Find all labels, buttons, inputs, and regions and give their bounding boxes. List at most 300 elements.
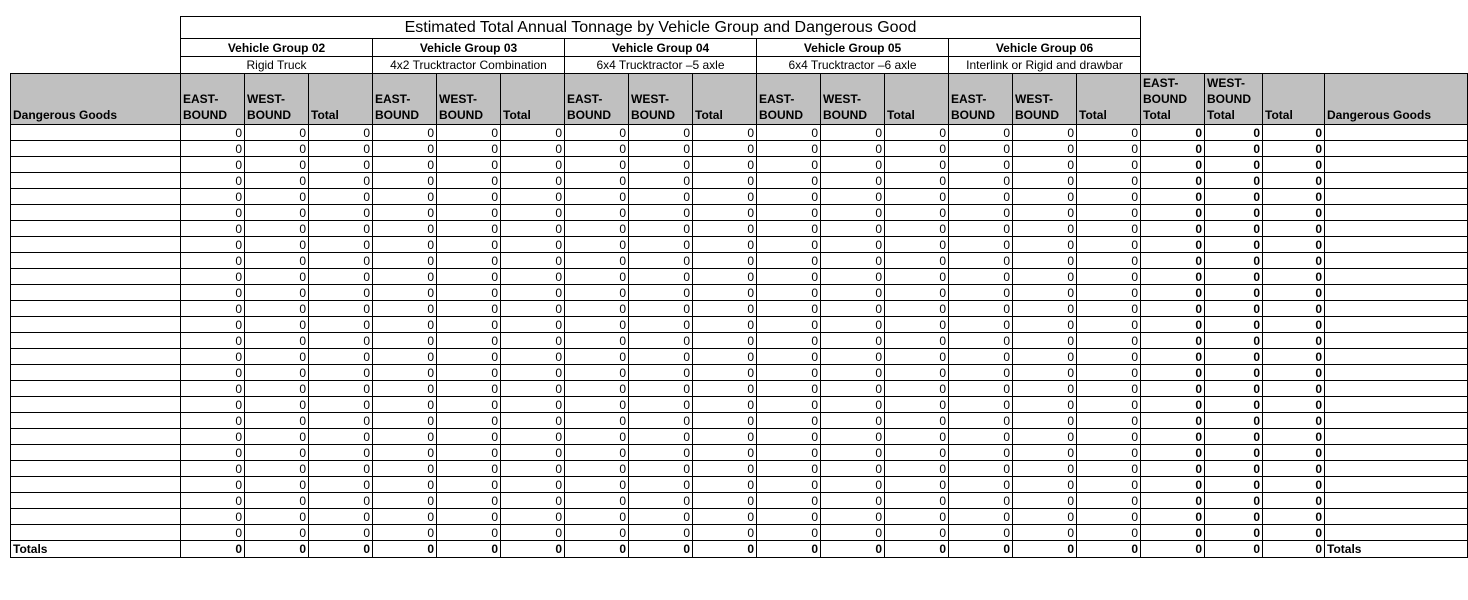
value-cell[interactable]: 0 [885, 333, 949, 349]
value-cell[interactable]: 0 [1013, 173, 1077, 189]
dangerous-good-cell-right[interactable] [1325, 317, 1468, 333]
value-cell[interactable]: 0 [181, 365, 245, 381]
value-cell[interactable]: 0 [757, 477, 821, 493]
value-cell[interactable]: 0 [373, 205, 437, 221]
value-cell[interactable]: 0 [181, 445, 245, 461]
value-cell[interactable]: 0 [1077, 157, 1141, 173]
value-cell[interactable]: 0 [181, 333, 245, 349]
value-cell[interactable]: 0 [309, 461, 373, 477]
value-cell[interactable]: 0 [437, 493, 501, 509]
value-cell[interactable]: 0 [1013, 397, 1077, 413]
value-cell[interactable]: 0 [373, 157, 437, 173]
value-cell[interactable]: 0 [245, 173, 309, 189]
value-cell[interactable]: 0 [501, 429, 565, 445]
value-cell[interactable]: 0 [373, 237, 437, 253]
row-total-cell[interactable]: 0 [1263, 509, 1325, 525]
value-cell[interactable]: 0 [565, 461, 629, 477]
value-cell[interactable]: 0 [1013, 221, 1077, 237]
value-cell[interactable]: 0 [245, 157, 309, 173]
value-cell[interactable]: 0 [821, 525, 885, 541]
value-cell[interactable]: 0 [949, 477, 1013, 493]
value-cell[interactable]: 0 [181, 189, 245, 205]
row-total-cell[interactable]: 0 [1263, 317, 1325, 333]
row-total-cell[interactable]: 0 [1205, 269, 1263, 285]
row-total-cell[interactable]: 0 [1205, 221, 1263, 237]
value-cell[interactable]: 0 [565, 493, 629, 509]
value-cell[interactable]: 0 [1013, 205, 1077, 221]
value-cell[interactable]: 0 [309, 205, 373, 221]
value-cell[interactable]: 0 [181, 269, 245, 285]
value-cell[interactable]: 0 [565, 269, 629, 285]
value-cell[interactable]: 0 [181, 125, 245, 141]
value-cell[interactable]: 0 [949, 173, 1013, 189]
dangerous-good-cell[interactable] [11, 525, 181, 541]
value-cell[interactable]: 0 [885, 253, 949, 269]
value-cell[interactable]: 0 [501, 381, 565, 397]
value-cell[interactable]: 0 [757, 509, 821, 525]
row-total-cell[interactable]: 0 [1263, 253, 1325, 269]
value-cell[interactable]: 0 [693, 285, 757, 301]
value-cell[interactable]: 0 [821, 317, 885, 333]
value-cell[interactable]: 0 [1077, 541, 1141, 558]
value-cell[interactable]: 0 [629, 301, 693, 317]
value-cell[interactable]: 0 [181, 285, 245, 301]
value-cell[interactable]: 0 [373, 317, 437, 333]
value-cell[interactable]: 0 [757, 269, 821, 285]
value-cell[interactable]: 0 [245, 397, 309, 413]
row-total-cell[interactable]: 0 [1263, 157, 1325, 173]
value-cell[interactable]: 0 [245, 493, 309, 509]
value-cell[interactable]: 0 [373, 541, 437, 558]
row-total-cell[interactable]: 0 [1141, 429, 1205, 445]
value-cell[interactable]: 0 [629, 269, 693, 285]
value-cell[interactable]: 0 [1013, 429, 1077, 445]
value-cell[interactable]: 0 [245, 445, 309, 461]
row-total-cell[interactable]: 0 [1205, 205, 1263, 221]
value-cell[interactable]: 0 [1013, 141, 1077, 157]
value-cell[interactable]: 0 [629, 221, 693, 237]
value-cell[interactable]: 0 [373, 509, 437, 525]
value-cell[interactable]: 0 [437, 365, 501, 381]
value-cell[interactable]: 0 [1013, 509, 1077, 525]
value-cell[interactable]: 0 [181, 461, 245, 477]
value-cell[interactable]: 0 [629, 429, 693, 445]
row-total-cell[interactable]: 0 [1205, 333, 1263, 349]
value-cell[interactable]: 0 [949, 349, 1013, 365]
value-cell[interactable]: 0 [693, 237, 757, 253]
value-cell[interactable]: 0 [629, 173, 693, 189]
row-total-cell[interactable]: 0 [1263, 381, 1325, 397]
value-cell[interactable]: 0 [309, 301, 373, 317]
value-cell[interactable]: 0 [437, 269, 501, 285]
value-cell[interactable]: 0 [757, 397, 821, 413]
row-total-cell[interactable]: 0 [1263, 301, 1325, 317]
row-total-cell[interactable]: 0 [1205, 397, 1263, 413]
dangerous-good-cell[interactable] [11, 205, 181, 221]
value-cell[interactable]: 0 [949, 285, 1013, 301]
value-cell[interactable]: 0 [437, 221, 501, 237]
value-cell[interactable]: 0 [693, 493, 757, 509]
dangerous-good-cell-right[interactable] [1325, 157, 1468, 173]
value-cell[interactable]: 0 [885, 541, 949, 558]
row-total-cell[interactable]: 0 [1263, 477, 1325, 493]
dangerous-good-cell-right[interactable] [1325, 253, 1468, 269]
row-total-cell[interactable]: 0 [1205, 525, 1263, 541]
value-cell[interactable]: 0 [501, 461, 565, 477]
value-cell[interactable]: 0 [885, 141, 949, 157]
dangerous-good-cell-right[interactable] [1325, 221, 1468, 237]
value-cell[interactable]: 0 [565, 317, 629, 333]
dangerous-good-cell-right[interactable] [1325, 509, 1468, 525]
value-cell[interactable]: 0 [821, 493, 885, 509]
value-cell[interactable]: 0 [309, 381, 373, 397]
value-cell[interactable]: 0 [373, 285, 437, 301]
value-cell[interactable]: 0 [309, 413, 373, 429]
row-total-cell[interactable]: 0 [1263, 141, 1325, 157]
value-cell[interactable]: 0 [245, 541, 309, 558]
value-cell[interactable]: 0 [501, 541, 565, 558]
row-total-cell[interactable]: 0 [1141, 125, 1205, 141]
dangerous-good-cell-right[interactable] [1325, 269, 1468, 285]
value-cell[interactable]: 0 [821, 269, 885, 285]
value-cell[interactable]: 0 [949, 525, 1013, 541]
value-cell[interactable]: 0 [693, 461, 757, 477]
value-cell[interactable]: 0 [949, 221, 1013, 237]
value-cell[interactable]: 0 [629, 349, 693, 365]
value-cell[interactable]: 0 [949, 445, 1013, 461]
value-cell[interactable]: 0 [885, 189, 949, 205]
value-cell[interactable]: 0 [821, 349, 885, 365]
dangerous-good-cell[interactable] [11, 365, 181, 381]
value-cell[interactable]: 0 [757, 493, 821, 509]
value-cell[interactable]: 0 [245, 509, 309, 525]
value-cell[interactable]: 0 [181, 253, 245, 269]
value-cell[interactable]: 0 [757, 317, 821, 333]
value-cell[interactable]: 0 [181, 157, 245, 173]
value-cell[interactable]: 0 [821, 541, 885, 558]
row-total-cell[interactable]: 0 [1205, 189, 1263, 205]
value-cell[interactable]: 0 [181, 221, 245, 237]
value-cell[interactable]: 0 [821, 141, 885, 157]
value-cell[interactable]: 0 [693, 141, 757, 157]
value-cell[interactable]: 0 [821, 125, 885, 141]
value-cell[interactable]: 0 [757, 125, 821, 141]
value-cell[interactable]: 0 [373, 397, 437, 413]
value-cell[interactable]: 0 [1013, 349, 1077, 365]
value-cell[interactable]: 0 [245, 365, 309, 381]
value-cell[interactable]: 0 [885, 445, 949, 461]
value-cell[interactable]: 0 [1077, 141, 1141, 157]
dangerous-good-cell[interactable] [11, 125, 181, 141]
value-cell[interactable]: 0 [565, 189, 629, 205]
value-cell[interactable]: 0 [309, 285, 373, 301]
value-cell[interactable]: 0 [309, 173, 373, 189]
value-cell[interactable]: 0 [693, 125, 757, 141]
value-cell[interactable]: 0 [245, 189, 309, 205]
value-cell[interactable]: 0 [821, 477, 885, 493]
value-cell[interactable]: 0 [373, 493, 437, 509]
row-total-cell[interactable]: 0 [1263, 205, 1325, 221]
value-cell[interactable]: 0 [501, 397, 565, 413]
value-cell[interactable]: 0 [1077, 189, 1141, 205]
value-cell[interactable]: 0 [949, 413, 1013, 429]
row-total-cell[interactable]: 0 [1141, 477, 1205, 493]
row-total-cell[interactable]: 0 [1205, 317, 1263, 333]
value-cell[interactable]: 0 [1077, 397, 1141, 413]
value-cell[interactable]: 0 [629, 205, 693, 221]
value-cell[interactable]: 0 [949, 301, 1013, 317]
value-cell[interactable]: 0 [373, 189, 437, 205]
row-total-cell[interactable]: 0 [1141, 189, 1205, 205]
row-total-cell[interactable]: 0 [1205, 173, 1263, 189]
value-cell[interactable]: 0 [565, 541, 629, 558]
value-cell[interactable]: 0 [437, 349, 501, 365]
value-cell[interactable]: 0 [885, 461, 949, 477]
value-cell[interactable]: 0 [1077, 349, 1141, 365]
value-cell[interactable]: 0 [309, 125, 373, 141]
value-cell[interactable]: 0 [1077, 125, 1141, 141]
row-total-cell[interactable]: 0 [1141, 205, 1205, 221]
value-cell[interactable]: 0 [245, 461, 309, 477]
value-cell[interactable]: 0 [885, 381, 949, 397]
dangerous-good-cell[interactable] [11, 173, 181, 189]
value-cell[interactable]: 0 [821, 429, 885, 445]
row-total-cell[interactable]: 0 [1141, 237, 1205, 253]
value-cell[interactable]: 0 [629, 381, 693, 397]
value-cell[interactable]: 0 [565, 429, 629, 445]
value-cell[interactable]: 0 [1013, 445, 1077, 461]
value-cell[interactable]: 0 [757, 173, 821, 189]
value-cell[interactable]: 0 [821, 285, 885, 301]
row-total-cell[interactable]: 0 [1205, 125, 1263, 141]
value-cell[interactable]: 0 [949, 429, 1013, 445]
dangerous-good-cell-right[interactable] [1325, 493, 1468, 509]
value-cell[interactable]: 0 [1013, 381, 1077, 397]
value-cell[interactable]: 0 [373, 429, 437, 445]
value-cell[interactable]: 0 [309, 493, 373, 509]
value-cell[interactable]: 0 [885, 429, 949, 445]
dangerous-good-cell[interactable] [11, 269, 181, 285]
value-cell[interactable]: 0 [565, 205, 629, 221]
value-cell[interactable]: 0 [693, 477, 757, 493]
row-total-cell[interactable]: 0 [1263, 493, 1325, 509]
value-cell[interactable]: 0 [181, 541, 245, 558]
value-cell[interactable]: 0 [245, 381, 309, 397]
dangerous-good-cell[interactable] [11, 333, 181, 349]
value-cell[interactable]: 0 [1077, 381, 1141, 397]
row-total-cell[interactable]: 0 [1141, 509, 1205, 525]
value-cell[interactable]: 0 [885, 413, 949, 429]
value-cell[interactable]: 0 [821, 381, 885, 397]
value-cell[interactable]: 0 [1013, 541, 1077, 558]
value-cell[interactable]: 0 [629, 541, 693, 558]
value-cell[interactable]: 0 [629, 445, 693, 461]
value-cell[interactable]: 0 [181, 301, 245, 317]
value-cell[interactable]: 0 [629, 509, 693, 525]
value-cell[interactable]: 0 [757, 461, 821, 477]
value-cell[interactable]: 0 [629, 365, 693, 381]
value-cell[interactable]: 0 [1077, 317, 1141, 333]
value-cell[interactable]: 0 [565, 445, 629, 461]
row-total-cell[interactable]: 0 [1263, 445, 1325, 461]
dangerous-good-cell[interactable] [11, 477, 181, 493]
value-cell[interactable]: 0 [757, 365, 821, 381]
row-total-cell[interactable]: 0 [1141, 141, 1205, 157]
row-total-cell[interactable]: 0 [1141, 541, 1205, 558]
value-cell[interactable]: 0 [821, 509, 885, 525]
row-total-cell[interactable]: 0 [1205, 445, 1263, 461]
value-cell[interactable]: 0 [693, 301, 757, 317]
value-cell[interactable]: 0 [373, 445, 437, 461]
row-total-cell[interactable]: 0 [1141, 285, 1205, 301]
value-cell[interactable]: 0 [501, 445, 565, 461]
value-cell[interactable]: 0 [885, 509, 949, 525]
value-cell[interactable]: 0 [949, 205, 1013, 221]
value-cell[interactable]: 0 [1077, 429, 1141, 445]
value-cell[interactable]: 0 [437, 381, 501, 397]
value-cell[interactable]: 0 [437, 541, 501, 558]
row-total-cell[interactable]: 0 [1263, 429, 1325, 445]
value-cell[interactable]: 0 [1013, 285, 1077, 301]
value-cell[interactable]: 0 [821, 157, 885, 173]
value-cell[interactable]: 0 [245, 285, 309, 301]
value-cell[interactable]: 0 [629, 253, 693, 269]
value-cell[interactable]: 0 [1077, 237, 1141, 253]
row-total-cell[interactable]: 0 [1263, 413, 1325, 429]
value-cell[interactable]: 0 [757, 301, 821, 317]
value-cell[interactable]: 0 [501, 477, 565, 493]
value-cell[interactable]: 0 [501, 173, 565, 189]
row-total-cell[interactable]: 0 [1141, 157, 1205, 173]
value-cell[interactable]: 0 [245, 413, 309, 429]
value-cell[interactable]: 0 [693, 509, 757, 525]
value-cell[interactable]: 0 [245, 237, 309, 253]
value-cell[interactable]: 0 [629, 525, 693, 541]
value-cell[interactable]: 0 [821, 333, 885, 349]
row-total-cell[interactable]: 0 [1141, 413, 1205, 429]
dangerous-good-cell[interactable] [11, 301, 181, 317]
value-cell[interactable]: 0 [693, 541, 757, 558]
value-cell[interactable]: 0 [1013, 189, 1077, 205]
value-cell[interactable]: 0 [629, 477, 693, 493]
value-cell[interactable]: 0 [309, 509, 373, 525]
value-cell[interactable]: 0 [373, 365, 437, 381]
row-total-cell[interactable]: 0 [1205, 253, 1263, 269]
value-cell[interactable]: 0 [245, 317, 309, 333]
row-total-cell[interactable]: 0 [1205, 365, 1263, 381]
row-total-cell[interactable]: 0 [1141, 333, 1205, 349]
value-cell[interactable]: 0 [757, 253, 821, 269]
row-total-cell[interactable]: 0 [1141, 221, 1205, 237]
value-cell[interactable]: 0 [181, 493, 245, 509]
value-cell[interactable]: 0 [1013, 365, 1077, 381]
value-cell[interactable]: 0 [245, 205, 309, 221]
row-total-cell[interactable]: 0 [1205, 141, 1263, 157]
dangerous-good-cell-right[interactable] [1325, 205, 1468, 221]
value-cell[interactable]: 0 [821, 237, 885, 253]
value-cell[interactable]: 0 [309, 541, 373, 558]
value-cell[interactable]: 0 [885, 237, 949, 253]
row-total-cell[interactable]: 0 [1141, 525, 1205, 541]
dangerous-good-cell-right[interactable] [1325, 125, 1468, 141]
value-cell[interactable]: 0 [1077, 413, 1141, 429]
value-cell[interactable]: 0 [565, 349, 629, 365]
value-cell[interactable]: 0 [501, 189, 565, 205]
value-cell[interactable]: 0 [373, 269, 437, 285]
value-cell[interactable]: 0 [693, 333, 757, 349]
value-cell[interactable]: 0 [693, 397, 757, 413]
value-cell[interactable]: 0 [501, 141, 565, 157]
value-cell[interactable]: 0 [757, 221, 821, 237]
value-cell[interactable]: 0 [501, 349, 565, 365]
row-total-cell[interactable]: 0 [1205, 493, 1263, 509]
value-cell[interactable]: 0 [885, 365, 949, 381]
value-cell[interactable]: 0 [245, 125, 309, 141]
value-cell[interactable]: 0 [885, 205, 949, 221]
dangerous-good-cell[interactable] [11, 221, 181, 237]
row-total-cell[interactable]: 0 [1263, 125, 1325, 141]
dangerous-good-cell[interactable] [11, 157, 181, 173]
value-cell[interactable]: 0 [757, 189, 821, 205]
value-cell[interactable]: 0 [309, 141, 373, 157]
value-cell[interactable]: 0 [821, 253, 885, 269]
value-cell[interactable]: 0 [629, 157, 693, 173]
value-cell[interactable]: 0 [309, 221, 373, 237]
value-cell[interactable]: 0 [1013, 237, 1077, 253]
value-cell[interactable]: 0 [1077, 333, 1141, 349]
dangerous-good-cell-right[interactable] [1325, 461, 1468, 477]
value-cell[interactable]: 0 [885, 317, 949, 333]
value-cell[interactable]: 0 [949, 237, 1013, 253]
value-cell[interactable]: 0 [309, 333, 373, 349]
value-cell[interactable]: 0 [949, 125, 1013, 141]
value-cell[interactable]: 0 [245, 221, 309, 237]
dangerous-good-cell[interactable] [11, 285, 181, 301]
value-cell[interactable]: 0 [181, 397, 245, 413]
value-cell[interactable]: 0 [565, 477, 629, 493]
row-total-cell[interactable]: 0 [1141, 173, 1205, 189]
value-cell[interactable]: 0 [565, 173, 629, 189]
value-cell[interactable]: 0 [373, 333, 437, 349]
value-cell[interactable]: 0 [885, 285, 949, 301]
value-cell[interactable]: 0 [821, 301, 885, 317]
value-cell[interactable]: 0 [565, 237, 629, 253]
row-total-cell[interactable]: 0 [1205, 349, 1263, 365]
value-cell[interactable]: 0 [949, 317, 1013, 333]
value-cell[interactable]: 0 [693, 221, 757, 237]
value-cell[interactable]: 0 [757, 237, 821, 253]
value-cell[interactable]: 0 [501, 205, 565, 221]
row-total-cell[interactable]: 0 [1205, 461, 1263, 477]
value-cell[interactable]: 0 [757, 205, 821, 221]
value-cell[interactable]: 0 [693, 349, 757, 365]
value-cell[interactable]: 0 [1013, 317, 1077, 333]
value-cell[interactable]: 0 [437, 125, 501, 141]
value-cell[interactable]: 0 [245, 525, 309, 541]
row-total-cell[interactable]: 0 [1263, 189, 1325, 205]
value-cell[interactable]: 0 [1077, 221, 1141, 237]
value-cell[interactable]: 0 [181, 525, 245, 541]
value-cell[interactable]: 0 [1013, 301, 1077, 317]
value-cell[interactable]: 0 [437, 445, 501, 461]
row-total-cell[interactable]: 0 [1263, 285, 1325, 301]
row-total-cell[interactable]: 0 [1205, 157, 1263, 173]
value-cell[interactable]: 0 [1013, 253, 1077, 269]
row-total-cell[interactable]: 0 [1205, 509, 1263, 525]
value-cell[interactable]: 0 [373, 349, 437, 365]
dangerous-good-cell-right[interactable] [1325, 285, 1468, 301]
value-cell[interactable]: 0 [629, 397, 693, 413]
